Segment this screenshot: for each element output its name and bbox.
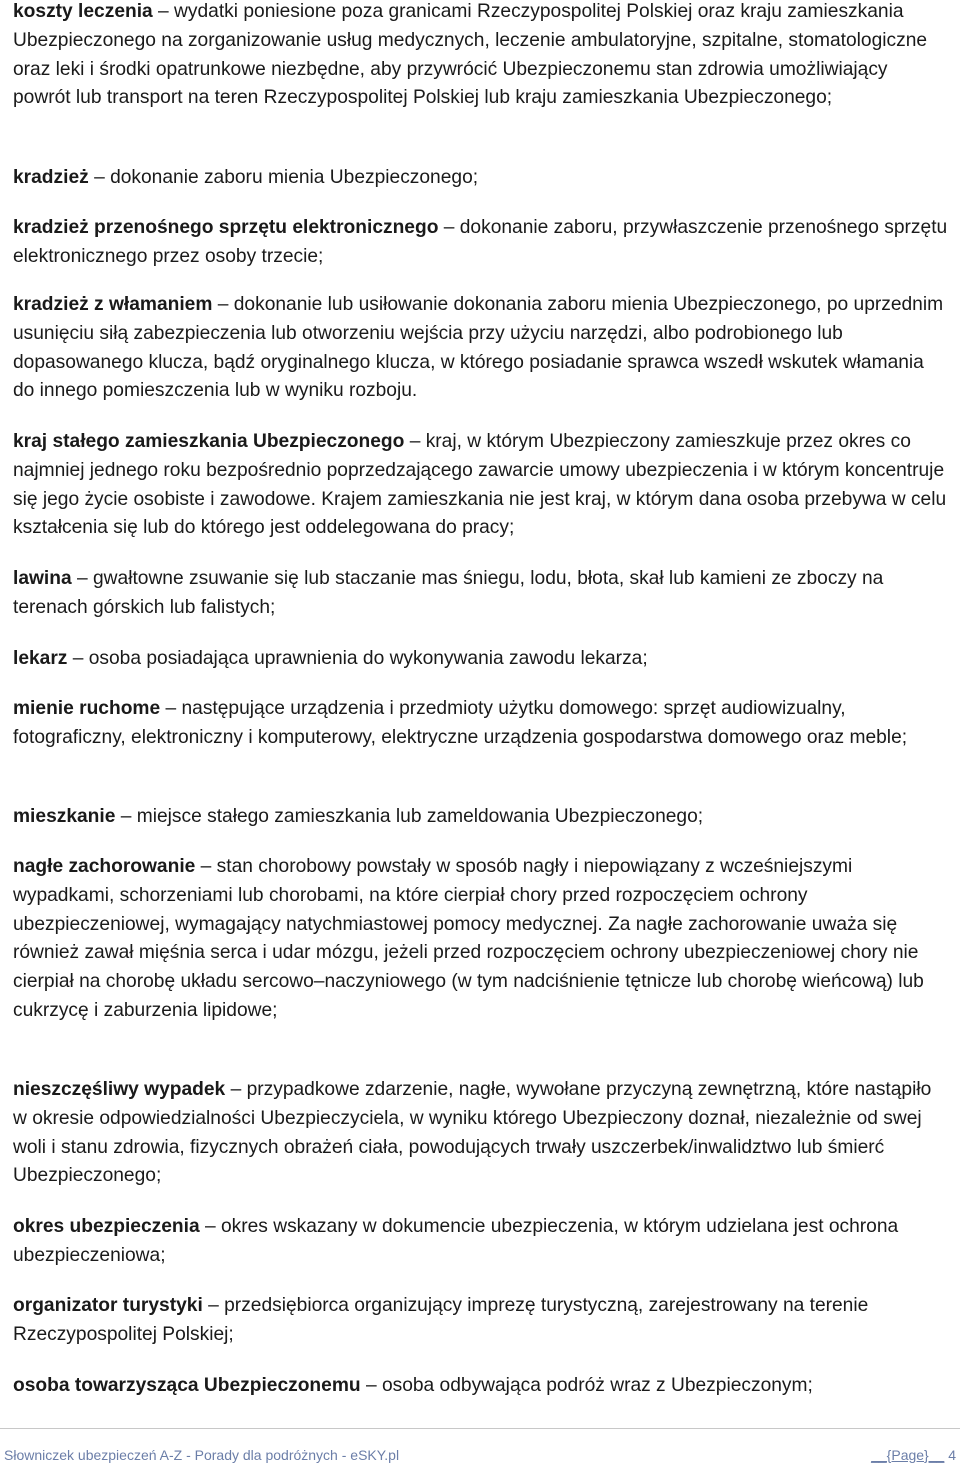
definition-text: – gwałtowne zsuwanie się lub staczanie mas śniegu, lodu, błota, skał lub kamieni ze zboczy na terenach górskich lub falistych; <box>13 568 884 618</box>
definition-text: – kraj, w którym Ubezpieczony zamieszkuje przez okres co najmniej jednego roku bezpośrednio poprzedzającego zawarcie umowy ubezpieczenia i w którym koncentruje się jego życie osobiste i zawodowe. Krajem zamieszkania nie jest kraj, w którym dana osoba przebywa w celu kształcenia się lub do którego jest oddelegowana do pracy; <box>13 431 947 539</box>
definition-term: nieszczęśliwy wypadek <box>13 1079 226 1100</box>
definition-text: – dokonanie lub usiłowanie dokonania zaboru mienia Ubezpieczonego, po uprzednim usunięciu siłą zabezpieczenia lub otworzeniu wejścia przy użyciu narzędzi, albo podrobionego lub dopasowanego klucza, bądź oryginalnego klucza, w którego posiadanie sprawca wszedł wskutek włamania do innego pomieszczenia lub w wyniku rozboju. <box>13 294 944 402</box>
footer-divider <box>0 1428 960 1429</box>
footer-page-number: 4 <box>948 1447 956 1463</box>
definition-nagle-zachorowanie <box>13 853 948 1026</box>
definition-text: – dokonanie zaboru mienia Ubezpieczonego; <box>88 167 479 188</box>
definition-kraj-zamieszkania <box>13 428 948 543</box>
definition-text: – stan chorobowy powstały w sposób nagły i niepowiązany z wcześniejszymi wypadkami, schorzeniami lub chorobami, na które cierpiał chory przed rozpoczęciem ochrony ubezpieczeniowej, wymagający natychmiastowej pomocy medycznej. Za nagłe zachorowanie uważa się również zawał mięśnia serca i udar mózgu, jeżeli przed rozpoczęciem ochrony ubezpieczeniowej chory nie cierpiał na chorobę układu sercowo–naczyniowego (w tym nadciśnienie tętnicze lub chorobę wieńcową) lub cukrzycę i zaburzenia lipidowe; <box>13 856 924 1021</box>
definition-term: nagłe zachorowanie <box>13 856 196 877</box>
definition-lawina <box>13 565 948 623</box>
definition-lekarz <box>13 645 648 674</box>
definition-kradziez-z-wlamaniem <box>13 291 948 406</box>
footer-source-title: Słowniczek ubezpieczeń A-Z - Porady dla podróżnych - eSKY.pl <box>4 1447 400 1463</box>
definition-text: – osoba posiadająca uprawnienia do wykonywania zawodu lekarza; <box>67 648 648 669</box>
definition-term: okres ubezpieczenia <box>13 1216 200 1237</box>
definition-mienie-ruchome <box>13 695 948 753</box>
definition-term: kradzież z włamaniem <box>13 294 213 315</box>
definition-term: kradzież <box>13 167 89 188</box>
footer-page <box>871 1445 956 1465</box>
definition-term: kradzież przenośnego sprzętu elektronicznego <box>13 217 439 238</box>
definition-text: – okres wskazany w dokumencie ubezpieczenia, w którym udzielana jest ochrona ubezpieczeniowa; <box>13 1216 899 1266</box>
definition-koszty-leczenia <box>13 0 948 113</box>
definition-term: osoba towarzysząca Ubezpieczonemu <box>13 1375 361 1396</box>
definition-term: lekarz <box>13 648 68 669</box>
definition-nieszczesliwy-wypadek <box>13 1076 948 1191</box>
definition-okres-ubezpieczenia <box>13 1213 948 1271</box>
definition-term: mieszkanie <box>13 806 116 827</box>
definition-osoba-towarzyszaca <box>13 1372 813 1401</box>
definition-mieszkanie <box>13 803 703 832</box>
definition-kradziez <box>13 164 478 193</box>
definition-organizator-turystyki <box>13 1292 948 1350</box>
footer-page-placeholder: __{Page}__ <box>871 1447 945 1463</box>
definition-text: – miejsce stałego zamieszkania lub zameldowania Ubezpieczonego; <box>115 806 704 827</box>
definition-text: – osoba odbywająca podróż wraz z Ubezpieczonym; <box>360 1375 813 1396</box>
definition-term: koszty leczenia <box>13 1 153 22</box>
definition-text: – następujące urządzenia i przedmioty użytku domowego: sprzęt audiowizualny, fotograficzny, elektroniczny i komputerowy, elektryczne urządzenia gospodarstwa domowego oraz meble; <box>13 698 908 748</box>
definition-text: – przedsiębiorca organizujący imprezę turystyczną, zarejestrowany na terenie Rzeczypospolitej Polskiej; <box>13 1295 869 1345</box>
definition-text: – dokonanie zaboru, przywłaszczenie przenośnego sprzętu elektronicznego przez osoby trzecie; <box>13 217 948 267</box>
definition-term: mienie ruchome <box>13 698 161 719</box>
definition-term: organizator turystyki <box>13 1295 203 1316</box>
definition-kradziez-sprzetu <box>13 214 948 272</box>
definition-term: kraj stałego zamieszkania Ubezpieczonego <box>13 431 405 452</box>
page-footer <box>0 1445 960 1465</box>
definition-text: – wydatki poniesione poza granicami Rzeczypospolitej Polskiej oraz kraju zamieszkania Ubezpieczonego na zorganizowanie usług medycznych, leczenie ambulatoryjne, szpitalne, stomatologiczne oraz leki i środki opatrunkowe niezbędne, aby przywrócić Ubezpieczonemu stan zdrowia umożliwiający powrót lub transport na teren Rzeczypospolitej Polskiej lub kraju zamieszkania Ubezpieczonego; <box>13 1 928 109</box>
definition-term: lawina <box>13 568 72 589</box>
definition-text: – przypadkowe zdarzenie, nagłe, wywołane przyczyną zewnętrzną, które nastąpiło w okresie odpowiedzialności Ubezpieczyciela, w wyniku którego Ubezpieczony doznał, niezależnie od swej woli i stanu zdrowia, fizycznych obrażeń ciała, powodujących trwały uszczerbek/inwalidztwo lub śmierć Ubezpieczonego; <box>13 1079 932 1187</box>
